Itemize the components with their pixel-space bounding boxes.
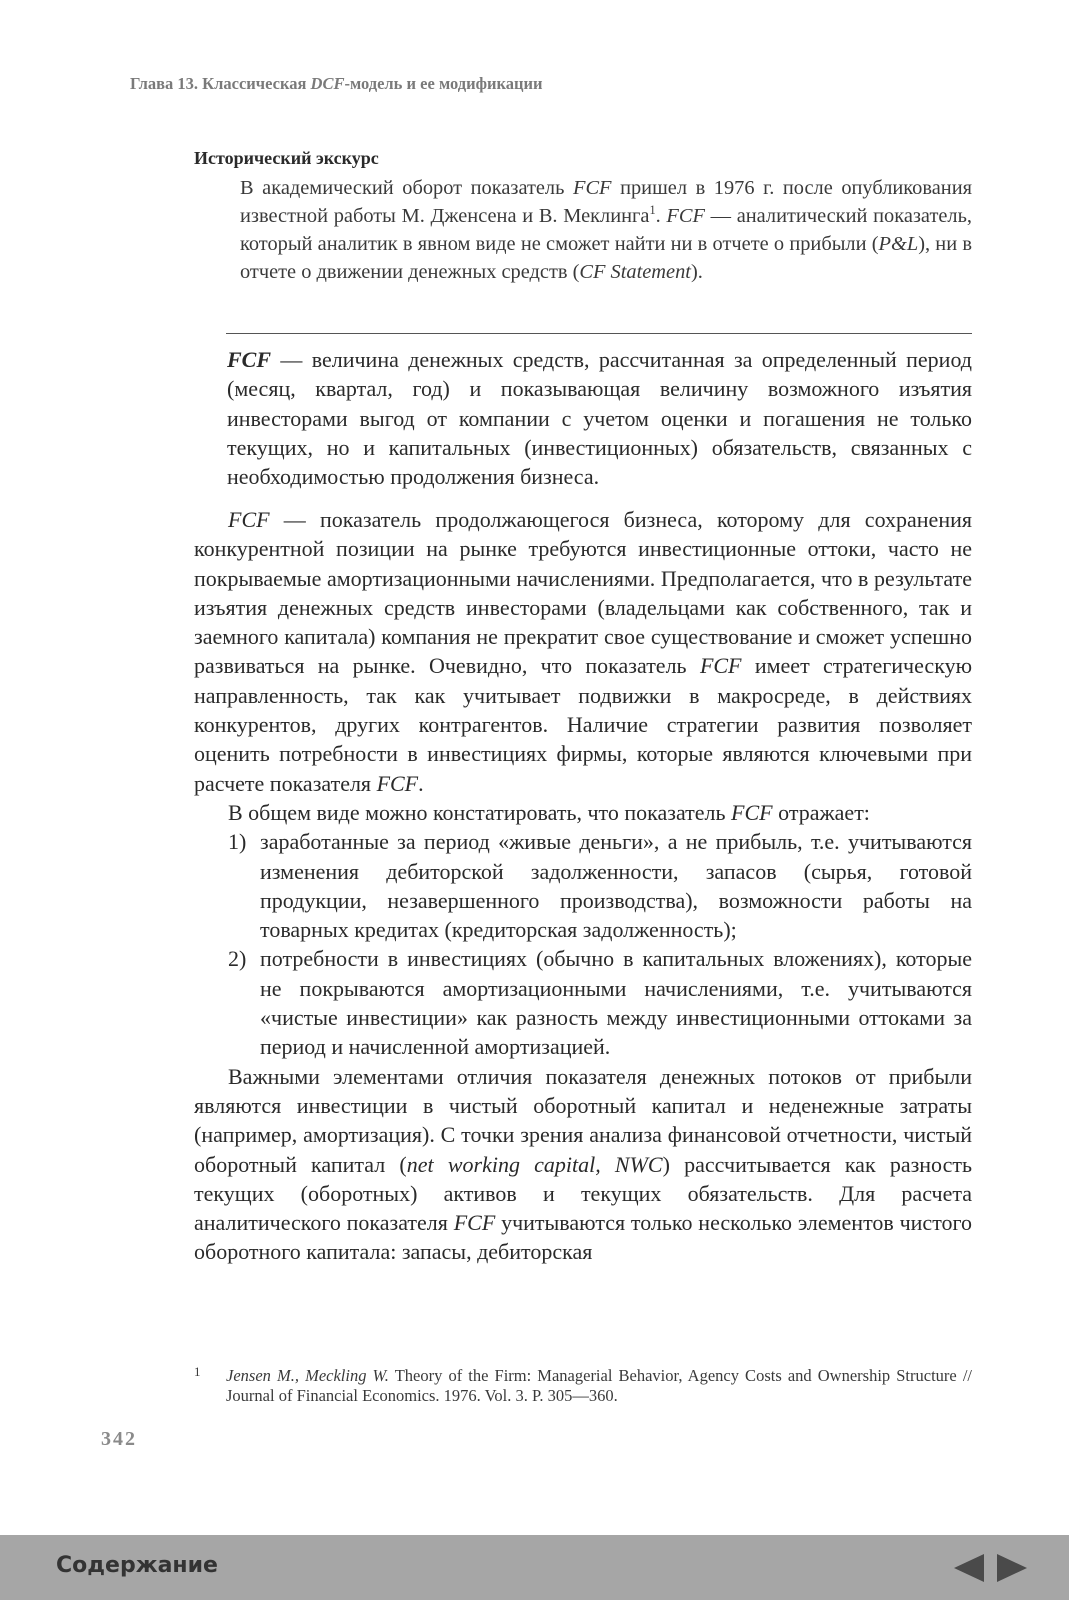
footnote-authors: Jensen M., Meckling W. <box>226 1366 389 1385</box>
triangle-right-icon <box>995 1553 1029 1583</box>
term-cf-statement: CF Statement <box>579 261 691 283</box>
term-nwc: net working capital, NWC <box>406 1151 663 1177</box>
term-fcf: FCF <box>572 177 612 199</box>
paragraph <box>194 798 972 827</box>
running-header-suffix: -модель и ее модификации <box>344 74 543 93</box>
bottom-navigation-bar <box>0 1535 1069 1600</box>
paragraph-text: учитываются только несколько элементов чистого оборотного капитала: запасы, дебиторская <box>194 1210 972 1265</box>
term-pl: P&L <box>878 233 919 255</box>
body-text <box>194 505 972 1267</box>
excursus-text: В академический оборот показатель <box>240 177 573 199</box>
paragraph <box>194 505 972 798</box>
paragraph-text: — показатель продолжающегося бизнеса, которому для сохранения конкурентной позиции на рынке требуются инвестиционные оттоки, часто не покрываемые амортизационными начислениями. Предполагается, что в результате изъятия денежных средств инвесторами (владельцами как собственного, так и заемного капитала) компания не прекратит свое существование и сможет успешно развиваться на рынке. Очевидно, что показатель <box>194 507 972 679</box>
excursus-text: ). <box>690 261 703 283</box>
paragraph-text: имеет стратегическую направленность, так как учитывает подвижки в макросреде, в действиях конкурентов, других контрагентов. Наличие стратегии развития позволяет оценить потребности в инвестициях фирмы, которые являются ключевыми при расчете показателя <box>194 653 973 796</box>
triangle-left-icon <box>952 1553 986 1583</box>
running-header-italic: DCF <box>310 74 345 93</box>
page-number: 342 <box>101 1428 137 1450</box>
paragraph-text: ) рассчитывается как разность текущих (оборотных) активов и текущих обязательств. Для расчета аналитического показателя <box>194 1151 973 1236</box>
excursus-text: . <box>655 205 667 227</box>
section-heading: Исторический экскурс <box>194 148 379 168</box>
term-fcf: FCF <box>453 1210 496 1236</box>
footnote-ref[interactable]: 1 <box>649 203 656 218</box>
term-fcf: FCF <box>228 507 270 532</box>
historical-excursus-text <box>240 174 972 286</box>
term-fcf: FCF <box>699 653 742 679</box>
excursus-text: ), ни в отчете о движении денежных средств ( <box>240 233 972 283</box>
list-item <box>194 827 972 944</box>
definition-text: — величина денежных средств, рассчитанная за определенный период (месяц, квартал, год) и показывающая величину возможного изъятия инвесторами выгод от компании с учетом оценки и погашения не только текущих, но и капитальных (инвестиционных) обязательств, связанных с необходимостью продолжения бизнеса. <box>227 347 972 490</box>
term-fcf: FCF <box>731 799 773 825</box>
footnote-citation: Theory of the Firm: Managerial Behavior, Agency Costs and Ownership Structure // Journal of Financial Economics. 1976. Vol. 3. P. 305—360. <box>226 1366 972 1405</box>
running-header <box>130 74 543 94</box>
term-fcf: FCF <box>376 770 419 796</box>
table-of-contents-link[interactable]: Содержание <box>56 1553 218 1578</box>
paragraph-text: В общем виде можно констатировать, что показатель <box>228 799 732 825</box>
paragraph-text: . <box>418 770 424 796</box>
list-number: 2) <box>228 946 247 972</box>
list-text: потребности в инвестициях (обычно в капитальных вложениях), которые не покрываются амортизационными начислениями, т.е. учитываются «чистые инвестиции» как разность между инвестиционными оттоками за период и начисленной амортизацией. <box>260 946 972 1060</box>
list-number: 1) <box>228 829 247 855</box>
next-page-button[interactable] <box>995 1553 1029 1583</box>
term-fcf: FCF <box>666 205 705 227</box>
excursus-text: пришел в 1976 г. после опубликования известной работы М. Дженсена и В. Меклинга <box>240 177 972 227</box>
footnote-text <box>226 1366 972 1406</box>
list-text: заработанные за период «живые деньги», а не прибыль, т.е. учитываются изменения дебиторской задолженности, запасов (сырья, готовой продукции, незавершенного производства), возможности работы на товарных кредитах (кредиторская задолженность); <box>260 829 972 943</box>
definition-block <box>227 345 972 491</box>
excursus-text: — аналитический показатель, который аналитик в явном виде не сможет найти ни в отчете о прибыли ( <box>240 205 972 255</box>
previous-page-button[interactable] <box>952 1553 986 1583</box>
divider-rule <box>226 333 972 334</box>
definition-term: FCF <box>227 347 272 372</box>
paragraph <box>194 1062 972 1267</box>
paragraph-text: отражает: <box>772 799 870 825</box>
running-header-prefix: Глава 13. Классическая <box>130 74 311 93</box>
list-item <box>194 944 972 1061</box>
footnote <box>194 1366 972 1406</box>
paragraph-text: Важными элементами отличия показателя денежных потоков от прибыли являются инвестиции в чистый оборотный капитал и неденежные затраты (например, амортизация). С точки зрения анализа финансовой отчетности, чистый оборотный капитал ( <box>194 1063 972 1177</box>
footnote-number: 1 <box>194 1364 201 1379</box>
